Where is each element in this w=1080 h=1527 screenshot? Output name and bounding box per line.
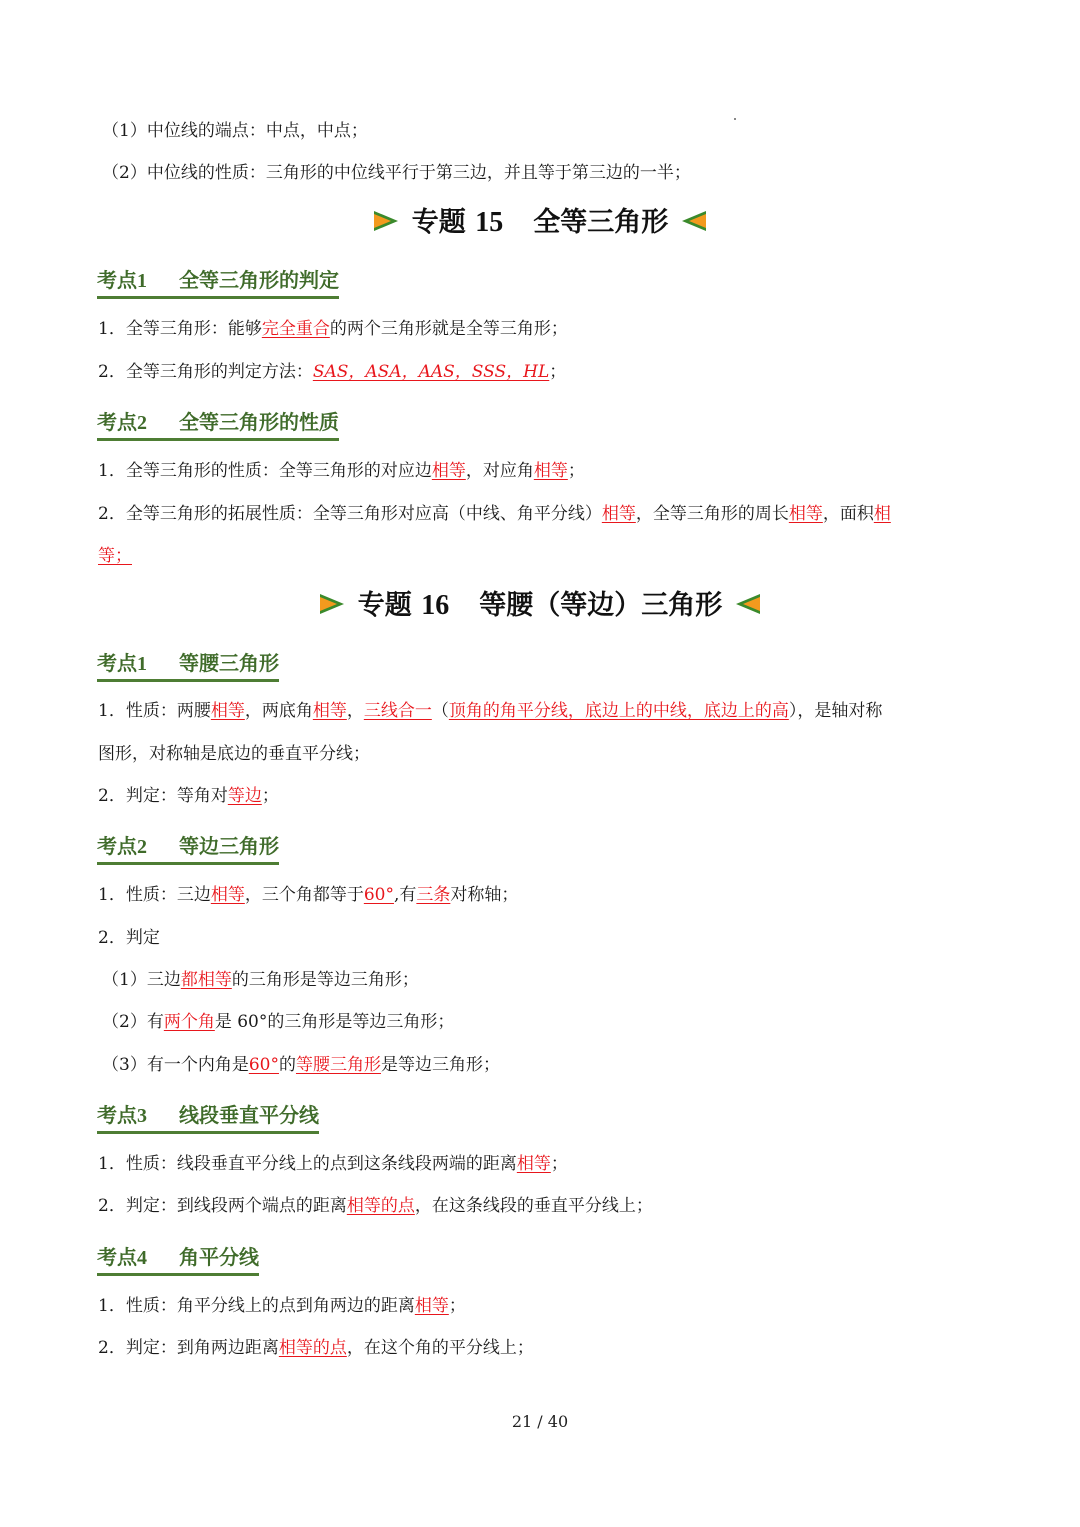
kaodian-heading: 考点4 角平分线 bbox=[97, 1243, 259, 1276]
angle-bisector-property: 1．性质：角平分线上的点到角两边的距离相等； bbox=[98, 1296, 466, 1316]
median-line-property: （2）中位线的性质：三角形的中位线平行于第三边，并且等于第三边的一半； bbox=[102, 163, 691, 183]
congruent-definition: 1．全等三角形：能够完全重合的两个三角形就是全等三角形； bbox=[98, 319, 568, 339]
topic-16-heading: 专题 16 等腰（等边）三角形 bbox=[0, 588, 1080, 624]
equilateral-properties: 1．性质：三边相等，三个角都等于60°,有三条对称轴； bbox=[98, 885, 519, 905]
perpendicular-bisector-criterion: 2．判定：到线段两个端点的距离相等的点，在这条线段的垂直平分线上； bbox=[98, 1196, 653, 1216]
angle-bisector-criterion: 2．判定：到角两边距离相等的点，在这个角的平分线上； bbox=[98, 1338, 534, 1358]
equilateral-criterion-3: （3）有一个内角是60°的等腰三角形是等边三角形； bbox=[102, 1055, 500, 1075]
median-line-endpoints: （1）中位线的端点：中点，中点； bbox=[102, 121, 368, 141]
arrow-right-icon bbox=[320, 594, 344, 614]
topic-15-heading: 专题 15 全等三角形 bbox=[0, 205, 1080, 241]
equilateral-criterion-1: （1）三边都相等的三角形是等边三角形； bbox=[102, 970, 419, 990]
kaodian-heading: 考点3 线段垂直平分线 bbox=[97, 1101, 319, 1134]
kaodian-heading: 考点1 等腰三角形 bbox=[97, 649, 279, 682]
isosceles-properties: 1．性质：两腰相等，两底角相等，三线合一（顶角的角平分线，底边上的中线，底边上的高），是轴对称 bbox=[98, 701, 883, 721]
congruent-extended-properties-cont: 等； bbox=[98, 546, 132, 566]
congruent-properties: 1．全等三角形的性质：全等三角形的对应边相等，对应角相等； bbox=[98, 461, 585, 481]
perpendicular-bisector-property: 1．性质：线段垂直平分线上的点到这条线段两端的距离相等； bbox=[98, 1154, 568, 1174]
kaodian-heading: 考点2 全等三角形的性质 bbox=[97, 408, 339, 441]
arrow-left-icon bbox=[736, 594, 760, 614]
arrow-left-icon bbox=[682, 211, 706, 231]
congruent-criteria: 2．全等三角形的判定方法：SAS，ASA，AAS，SSS，HL； bbox=[98, 362, 567, 382]
equilateral-criteria-heading: 2．判定 bbox=[98, 928, 160, 948]
congruent-extended-properties: 2．全等三角形的拓展性质：全等三角形对应高（中线、角平分线）相等，全等三角形的周长相等，面积相 bbox=[98, 504, 891, 524]
equilateral-criterion-2: （2）有两个角是 60°的三角形是等边三角形； bbox=[102, 1012, 455, 1032]
arrow-right-icon bbox=[374, 211, 398, 231]
page-number: 21 / 40 bbox=[511, 1412, 569, 1431]
isosceles-properties-cont: 图形，对称轴是底边的垂直平分线； bbox=[98, 744, 370, 764]
kaodian-heading: 考点2 等边三角形 bbox=[97, 832, 279, 865]
kaodian-heading: 考点1 全等三角形的判定 bbox=[97, 266, 339, 299]
isosceles-criteria: 2．判定：等角对等边； bbox=[98, 786, 279, 806]
